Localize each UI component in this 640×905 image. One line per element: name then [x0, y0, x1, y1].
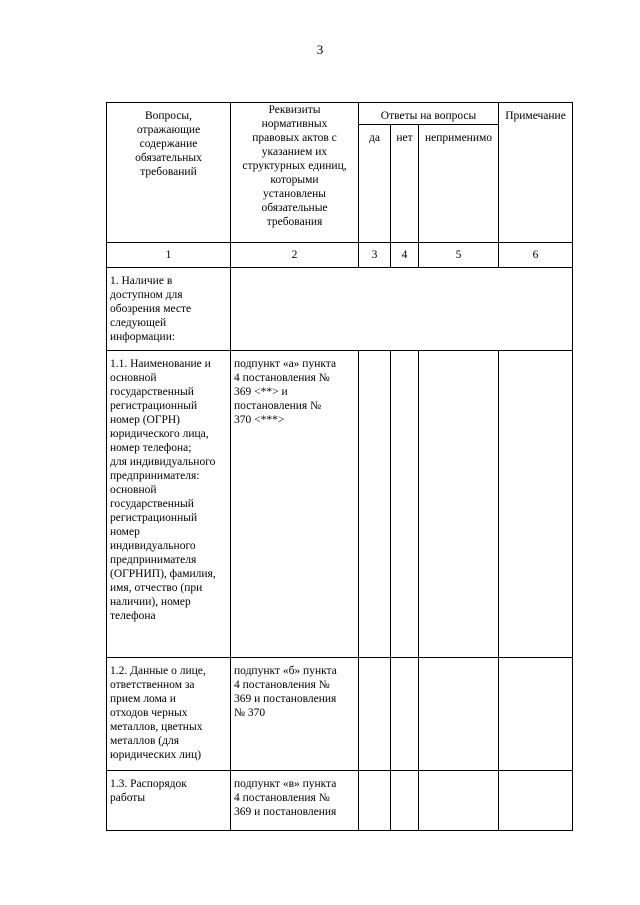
question-cell: 1.1. Наименование и основной государственный регистрационный номер (ОГРН) юридического лица, номер телефона; для индивидуального предпринимателя: основной государственный регистрационный номер индивидуального предпринимателя (ОГРНИП), фамилия, имя, отчество (при наличии), номер телефона — [107, 351, 231, 658]
header-no: нет — [391, 125, 419, 243]
question-cell: 1.2. Данные о лице, ответственном за прием лома и отходов черных металлов, цветных металлов (для юридических лиц) — [107, 658, 231, 771]
table-row — [107, 268, 573, 351]
answer-na-cell — [419, 658, 499, 771]
requisite-cell: подпункт «а» пункта 4 постановления № 369 <**> и постановления № 370 <***> — [231, 351, 359, 658]
table-row — [107, 771, 573, 831]
header-questions: Вопросы, отражающие содержание обязательных требований — [107, 103, 231, 243]
question-cell: 1. Наличие в доступном для обозрения месте следующей информации: — [107, 268, 231, 351]
question-cell: 1.3. Распорядок работы — [107, 771, 231, 831]
answer-yes-cell — [359, 771, 391, 831]
column-number: 4 — [391, 243, 419, 268]
column-number: 5 — [419, 243, 499, 268]
answer-no-cell — [391, 771, 419, 831]
answer-no-cell — [391, 351, 419, 658]
answer-na-cell — [419, 351, 499, 658]
column-number-row — [107, 243, 573, 268]
column-number: 6 — [499, 243, 573, 268]
note-cell — [499, 658, 573, 771]
header-row-top — [107, 103, 573, 125]
requisite-cell: подпункт «б» пункта 4 постановления № 369 и постановления № 370 — [231, 658, 359, 771]
header-not-applicable: неприменимо — [419, 125, 499, 243]
header-requisites: Реквизиты нормативных правовых актов с указанием их структурных единиц, которыми установлены обязательные требования — [231, 103, 359, 243]
column-number: 3 — [359, 243, 391, 268]
table-row — [107, 351, 573, 658]
header-yes: да — [359, 125, 391, 243]
page-number: 3 — [316, 42, 324, 57]
table-row — [107, 658, 573, 771]
header-note: Примечание — [499, 103, 573, 243]
column-number: 1 — [107, 243, 231, 268]
header-answers: Ответы на вопросы — [359, 103, 499, 125]
answer-na-cell — [419, 771, 499, 831]
note-cell — [499, 351, 573, 658]
answer-yes-cell — [359, 658, 391, 771]
checklist-table — [106, 102, 573, 831]
note-cell — [499, 771, 573, 831]
column-number: 2 — [231, 243, 359, 268]
section-blank-cell — [231, 268, 573, 351]
answer-yes-cell — [359, 351, 391, 658]
answer-no-cell — [391, 658, 419, 771]
requisite-cell: подпункт «в» пункта 4 постановления № 369 и постановления — [231, 771, 359, 831]
